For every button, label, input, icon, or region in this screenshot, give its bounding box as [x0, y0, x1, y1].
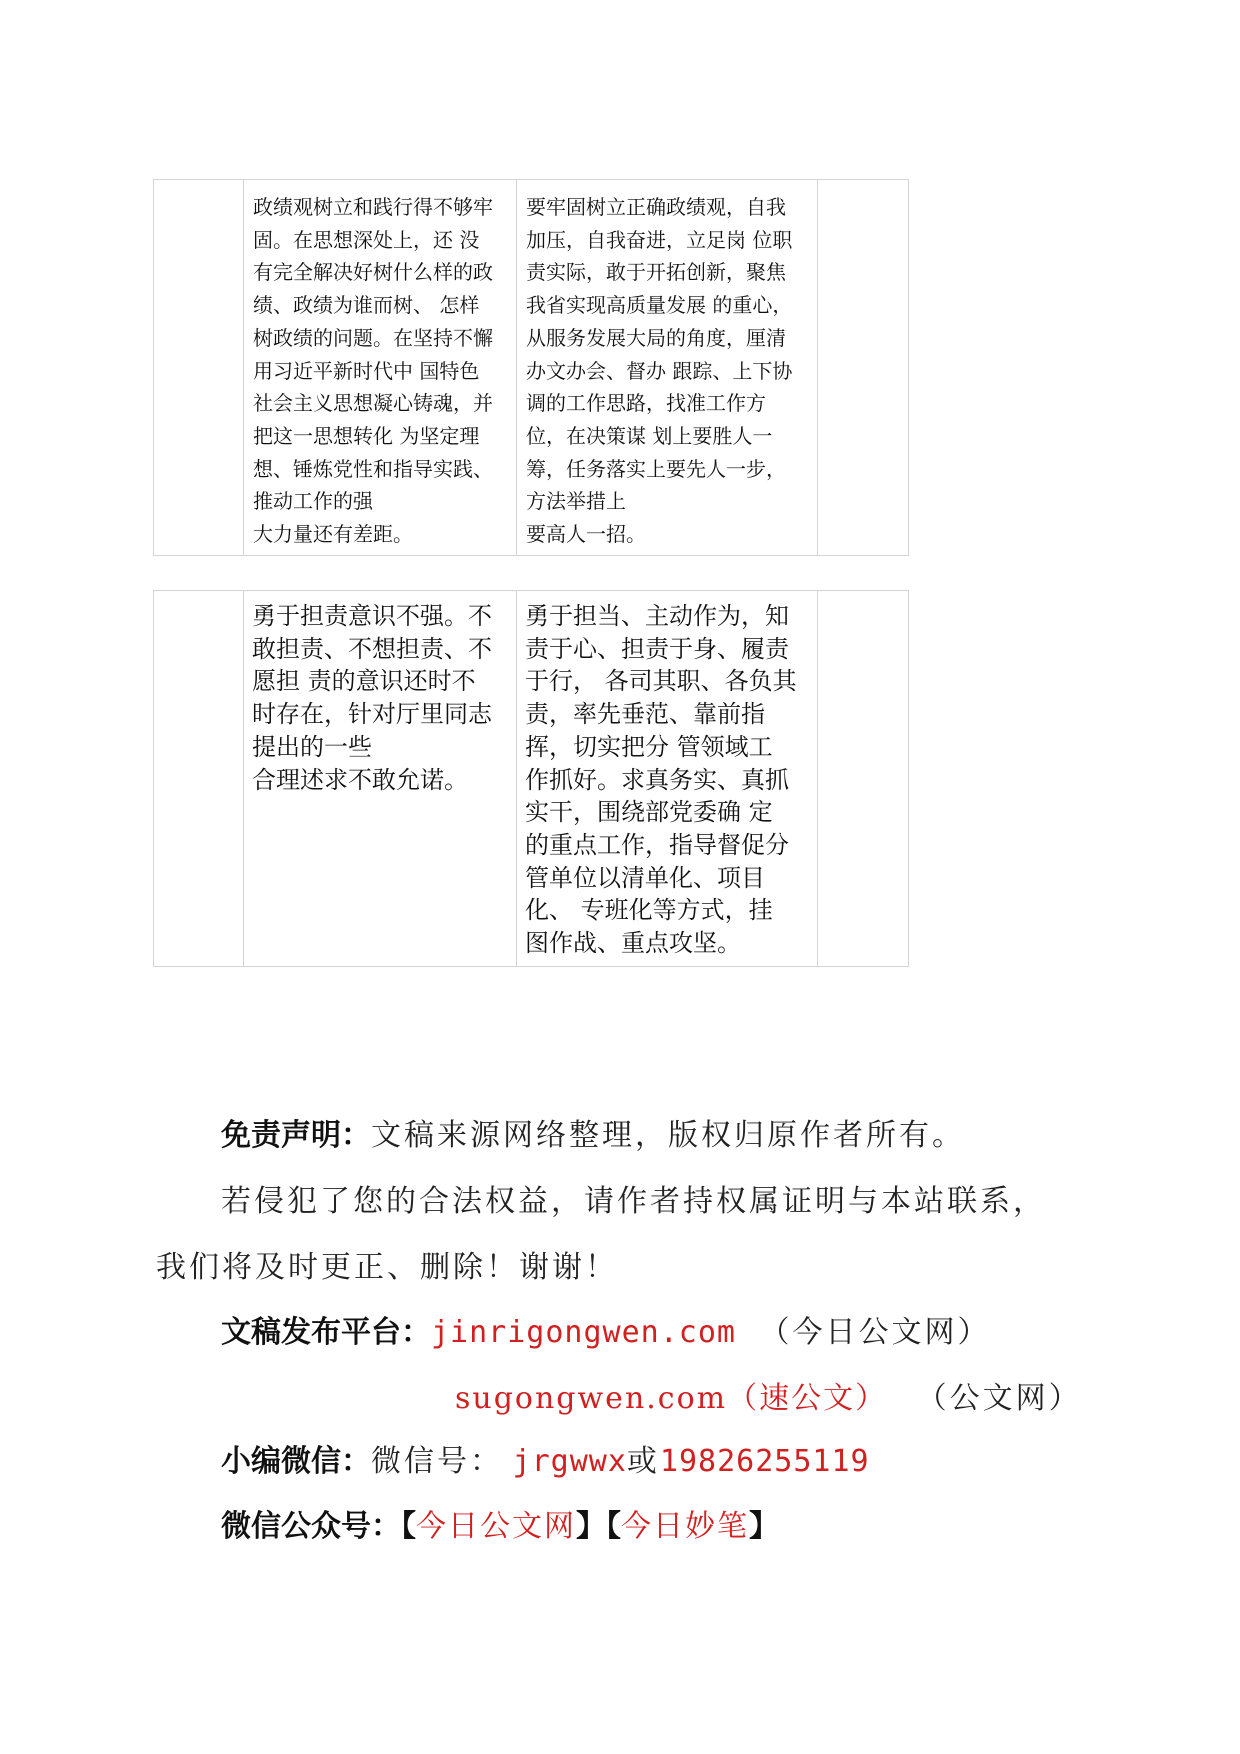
- disclaimer-label: 免责声明：: [221, 1118, 371, 1153]
- platform-line-2: [455, 1373, 1082, 1417]
- site-link-jinrigongwen[interactable]: jinrigongwen.com: [431, 1315, 736, 1350]
- disclaimer-line-2: 若侵犯了您的合法权益，请作者持权属证明与本站联系，: [221, 1184, 1046, 1219]
- site1-note: （今日公文网）: [759, 1315, 991, 1350]
- disclaimer-text: 文稿来源网络整理，版权归原作者所有。: [371, 1118, 965, 1153]
- wechat-id: jrgwwx: [512, 1444, 627, 1479]
- disclaimer-line: [221, 1110, 965, 1154]
- platform-label: 文稿发布平台：: [221, 1315, 431, 1350]
- site-link-sugongwen[interactable]: sugongwen.com（速公文）: [455, 1381, 888, 1416]
- problem-text: 勇于担责意识不强。不 敢担责、不想担责、不 愿担 责的意识还时不 时存在，针对厅里同志 提出的一些 合理述求不敢允诺。: [252, 602, 492, 794]
- measure-text: 要牢固树立正确政绩观，自我 加压，自我奋进，立足岗 位职 责实际，敢于开拓创新，聚焦 我省实现高质量发展 的重心， 从服务发展大局的角度，厘清 办文办会、督办 跟踪、上下协 调的工作思路，找准工作方 位，在决策谋 划上要胜人一 筹，任务落实上要先人一步， 方法举措上 要高人一招。: [526, 195, 793, 547]
- site2-note: （公文网）: [916, 1381, 1082, 1416]
- platform-line: [221, 1307, 991, 1351]
- wechat-phone: 19826255119: [659, 1444, 870, 1479]
- official-label: 微信公众号：: [221, 1509, 401, 1544]
- disclaimer-line-3: 我们将及时更正、删除！谢谢！: [156, 1250, 618, 1285]
- wechat-label: 小编微信：: [221, 1444, 371, 1479]
- wechat-line: 小编微信：微信号： jrgwwx或19826255119: [221, 1444, 870, 1479]
- official-account-line: 微信公众号：【今日公文网】【今日妙笔】: [221, 1509, 779, 1544]
- problem-text: 政绩观树立和践行得不够牢 固。在思想深处上，还 没 有完全解决好树什么样的政 绩、政绩为谁而树、 怎样 树政绩的问题。在坚持不懈 用习近平新时代中 国特色 社会主义思想凝心铸魂，并 把这一思想转化 为坚定理 想、锤炼党性和指导实践、 推动工作的强 大力量还有差距。: [253, 195, 493, 547]
- official-account-1[interactable]: 今日公文网: [416, 1509, 576, 1544]
- measure-text: 勇于担当、主动作为，知 责于心、担责于身、履责 于行， 各司其职、各负其 责，率先垂范、靠前指 挥，切实把分 管领域工 作抓好。求真务实、真抓 实干，围绕部党委确 定 的重点工作，指导督促分 管单位以清单化、项目 化、 专班化等方式，挂 图作战、重点攻坚。: [525, 602, 797, 958]
- official-account-2[interactable]: 今日妙笔: [621, 1509, 749, 1544]
